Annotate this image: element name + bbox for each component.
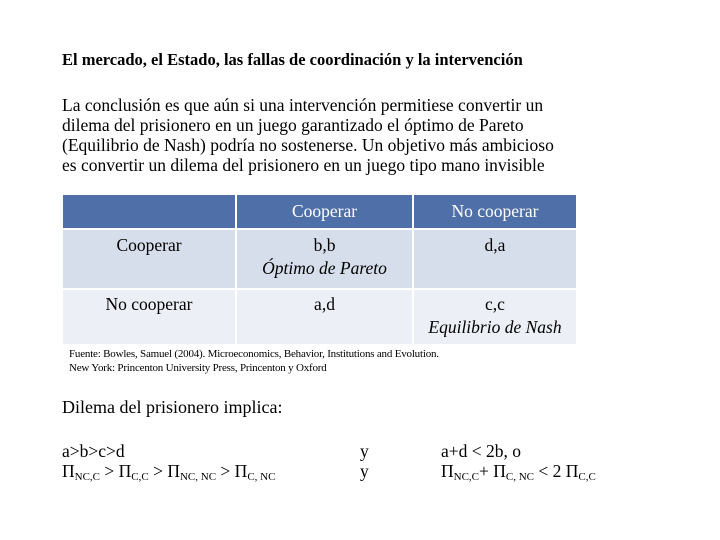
- subscript: C,C: [131, 471, 149, 483]
- implies-heading: Dilema del prisionero implica:: [62, 397, 283, 417]
- paragraph-line: dilema del prisionero en un juego garantizado el óptimo de Pareto: [62, 115, 524, 135]
- payoff-cell: [413, 289, 576, 344]
- citation-line: New York: Princenton University Press, Princenton y Oxford: [69, 362, 327, 374]
- conjunctions: [360, 441, 369, 481]
- plus-sign: +: [479, 461, 494, 481]
- sum-line-1: a+d < 2b, o: [441, 441, 522, 461]
- gt-sign: >: [100, 461, 119, 481]
- conjunction-y: y: [360, 441, 369, 461]
- payoff-row-cooperar: [63, 229, 576, 289]
- slide-title: El mercado, el Estado, las fallas de coordinación y la intervención: [62, 50, 523, 69]
- paragraph-line: es convertir un dilema del prisionero en un juego tipo mano invisible: [62, 155, 545, 175]
- corner-cell: [63, 195, 236, 229]
- subscript: NC, NC: [179, 471, 217, 483]
- citation-line: Fuente: Bowles, Samuel (2004). Microeconomics, Behavior, Institutions and Evolution.: [69, 348, 439, 360]
- conclusion-paragraph: [62, 95, 632, 175]
- inequalities: [62, 441, 275, 481]
- conjunction-y: y: [360, 461, 369, 481]
- column-header-cooperar: Cooperar: [236, 195, 413, 229]
- gt-sign: >: [216, 461, 235, 481]
- paragraph-line: (Equilibrio de Nash) podría no sostenerse. Un objetivo más ambicioso: [62, 135, 554, 155]
- payoff-cell: [413, 229, 576, 289]
- subscript: NC,C: [74, 471, 101, 483]
- pi-symbol: Π: [234, 461, 248, 481]
- source-citation: [69, 347, 439, 375]
- paragraph-line: La conclusión es que aún si una intervención permitiese convertir un: [62, 95, 544, 115]
- payoff-value: b,b: [313, 235, 336, 255]
- subscript: NC,C: [453, 471, 480, 483]
- inequality-line-2: [62, 461, 275, 481]
- subscript: C,C: [578, 471, 596, 483]
- payoff-cell: [236, 289, 413, 344]
- pareto-note: Óptimo de Pareto: [262, 258, 387, 278]
- row-header-no-cooperar: No cooperar: [63, 289, 236, 344]
- payoff-matrix: [63, 195, 576, 344]
- pi-symbol: Π: [441, 461, 454, 481]
- payoff-row-no-cooperar: [63, 289, 576, 344]
- subscript: C, NC: [505, 471, 535, 483]
- payoff-cell: [236, 229, 413, 289]
- column-header-no-cooperar: No cooperar: [413, 195, 576, 229]
- pi-symbol: Π: [118, 461, 132, 481]
- subscript: C, NC: [247, 471, 276, 483]
- row-header-cooperar: Cooperar: [63, 229, 236, 289]
- pi-symbol: Π: [167, 461, 180, 481]
- sum-line-2: [441, 461, 596, 481]
- payoff-value: d,a: [484, 235, 506, 255]
- pi-symbol: Π: [565, 461, 579, 481]
- gt-sign: >: [148, 461, 168, 481]
- nash-note: Equilibrio de Nash: [428, 317, 562, 337]
- inequality-line-1: a>b>c>d: [62, 441, 125, 461]
- payoff-value: c,c: [485, 294, 505, 314]
- sum-conditions: [441, 441, 596, 481]
- pi-symbol: Π: [62, 461, 75, 481]
- pi-symbol: Π: [493, 461, 506, 481]
- payoff-header-row: [63, 195, 576, 229]
- lt-sign: < 2: [534, 461, 566, 481]
- payoff-value: a,d: [314, 294, 335, 314]
